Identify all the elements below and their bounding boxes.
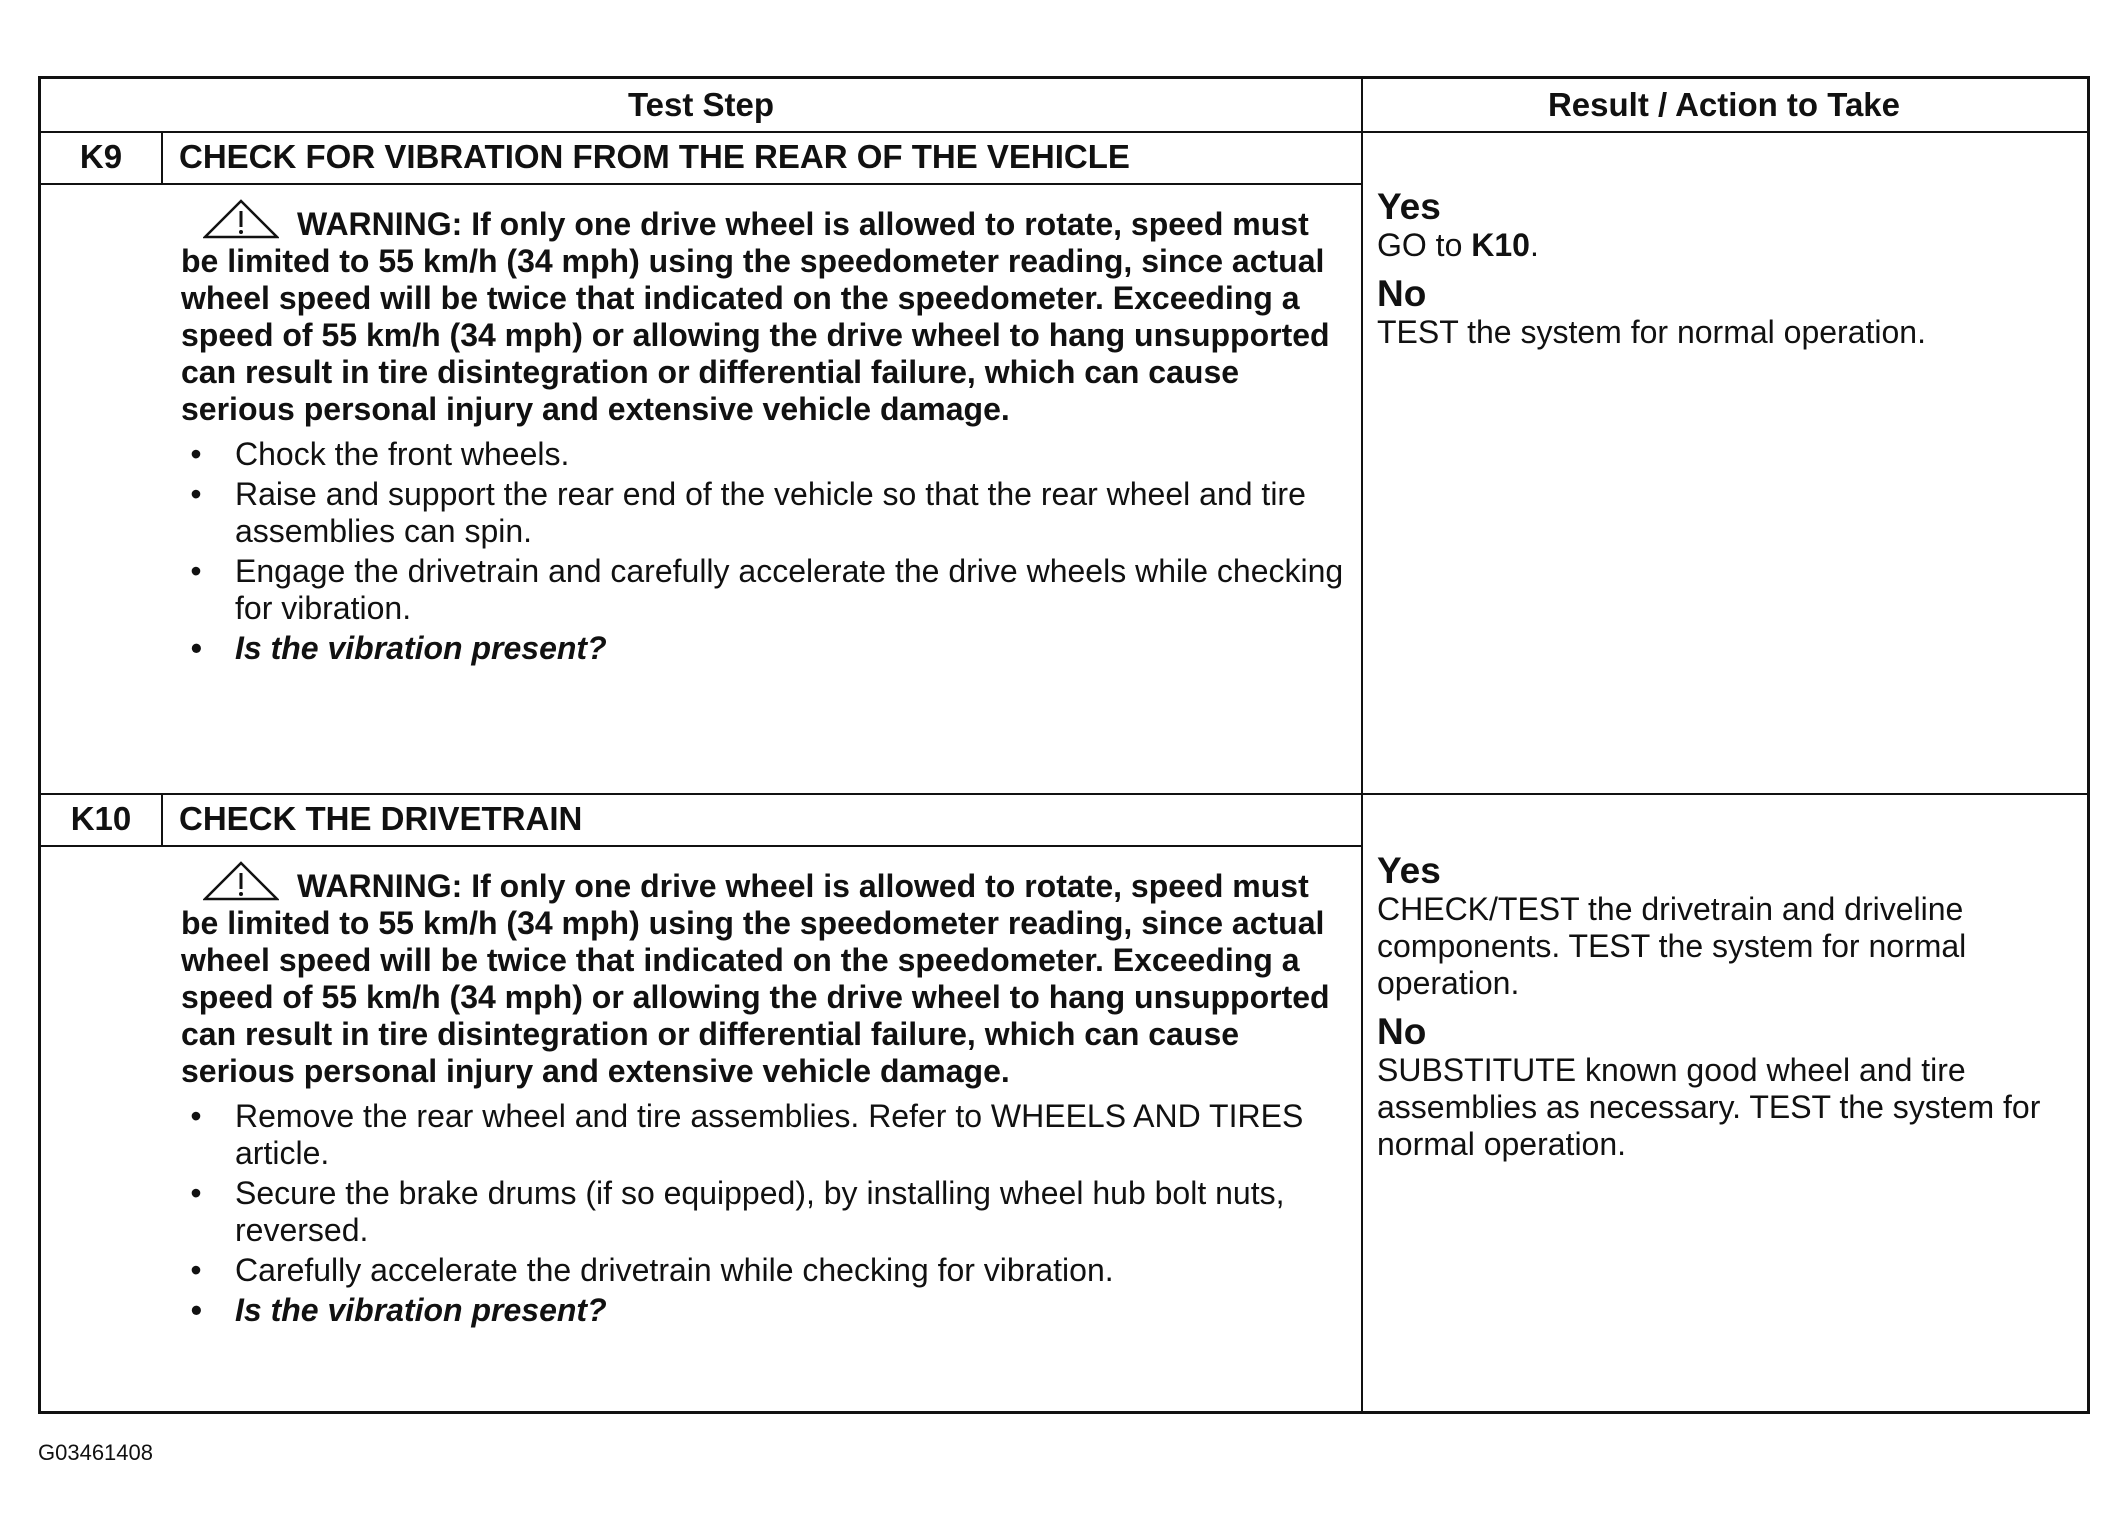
step-title-k10: CHECK THE DRIVETRAIN xyxy=(179,800,583,837)
bullet-list-k10 xyxy=(181,1098,1351,1329)
step-id-k10: K10 xyxy=(70,800,132,837)
result-k9 xyxy=(1377,187,2077,361)
warning-triangle-icon xyxy=(203,199,279,239)
warning-text-k10: WARNING: If only one drive wheel is allowed to rotate, speed must be limited to 55 km/h (34 mph) using the speedometer reading, since actual wheel speed will be twice that indicated on the speedometer. Exceeding a speed of 55 km/h (34 mph) or allowing the drive wheel to hang unsupported can result in tire disintegration or differential failure, which can cause serious personal injury and extensive vehicle damage. xyxy=(181,868,1330,1089)
list-item: • Chock the front wheels. xyxy=(190,436,570,472)
warning-k10 xyxy=(181,861,1351,1090)
step-title-k9: CHECK FOR VIBRATION FROM THE REAR OF THE VEHICLE xyxy=(179,138,1130,175)
no-label-k9: No xyxy=(1377,273,1427,314)
list-item: • Carefully accelerate the drivetrain while checking for vibration. xyxy=(190,1252,1114,1288)
list-item: • Remove the rear wheel and tire assemblies. Refer to WHEELS AND TIRES article. xyxy=(190,1098,1304,1171)
list-item: • Engage the drivetrain and carefully accelerate the drive wheels while checking for vibration. xyxy=(190,553,1344,626)
warning-text-k9: WARNING: If only one drive wheel is allowed to rotate, speed must be limited to 55 km/h (34 mph) using the speedometer reading, since actual wheel speed will be twice that indicated on the speedometer. Exceeding a speed of 55 km/h (34 mph) or allowing the drive wheel to hang unsupported can result in tire disintegration or differential failure, which can cause serious personal injury and extensive vehicle damage. xyxy=(181,206,1330,427)
list-item: • Secure the brake drums (if so equipped), by installing wheel hub bolt nuts, reversed. xyxy=(190,1175,1285,1248)
question-k9: • Is the vibration present? xyxy=(190,630,607,666)
no-text-k9: TEST the system for normal operation. xyxy=(1377,314,1926,350)
question-k10: • Is the vibration present? xyxy=(190,1292,607,1328)
result-k10 xyxy=(1377,851,2077,1173)
warning-k9 xyxy=(181,199,1351,428)
no-label-k10: No xyxy=(1377,1011,1427,1052)
k10-id-divider xyxy=(161,793,163,845)
yes-label-k9: Yes xyxy=(1377,186,1441,227)
warning-triangle-icon xyxy=(203,861,279,901)
figure-id: G03461408 xyxy=(38,1440,153,1465)
k9-id-divider xyxy=(161,131,163,183)
header-result-action: Result / Action to Take xyxy=(1547,86,1901,123)
list-item: • Raise and support the rear end of the vehicle so that the rear wheel and tire assemblies can spin. xyxy=(190,476,1306,549)
step-body-k9 xyxy=(181,199,1351,670)
k10-title-divider xyxy=(41,845,1361,847)
yes-text-k10: CHECK/TEST the drivetrain and driveline components. TEST the system for normal operation. xyxy=(1377,891,1967,1001)
yes-label-k10: Yes xyxy=(1377,850,1441,891)
header-test-step: Test Step xyxy=(627,86,775,123)
no-text-k10: SUBSTITUTE known good wheel and tire assemblies as necessary. TEST the system for normal operation. xyxy=(1377,1052,2041,1162)
column-divider xyxy=(1361,79,1363,1414)
bullet-list-k9 xyxy=(181,436,1351,667)
diagnostic-table xyxy=(38,76,2090,1414)
step-body-k10 xyxy=(181,861,1351,1332)
step-id-k9: K9 xyxy=(79,138,123,175)
yes-text-k9: GO to K10. xyxy=(1377,227,1539,263)
k9-title-divider xyxy=(41,183,1361,185)
